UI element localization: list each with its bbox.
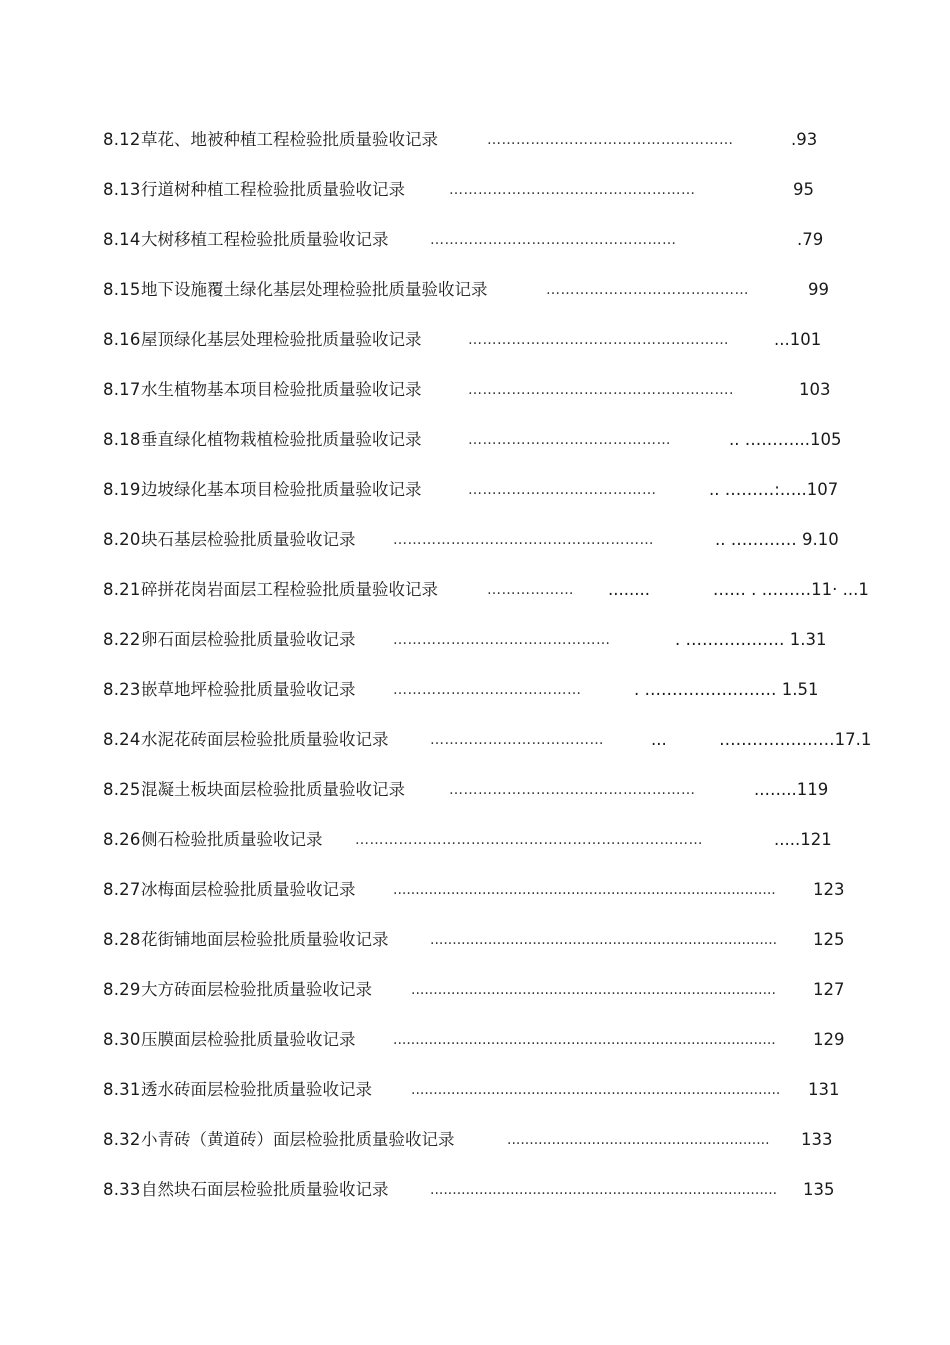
toc-entry-title: 小青砖（黄道砖）面层检验批质量验收记录 bbox=[141, 1130, 455, 1149]
toc-entry[interactable] bbox=[103, 226, 873, 276]
toc-entry-leader: ................................................................................... bbox=[411, 1082, 781, 1098]
toc-entry-number: 8.25 bbox=[103, 780, 141, 799]
toc-entry-leader: ........................................................... bbox=[507, 1132, 770, 1148]
toc-entry-number: 8.15 bbox=[103, 280, 141, 299]
toc-entry-number: 8.26 bbox=[103, 830, 141, 849]
toc-entry-page: ...101 bbox=[774, 330, 822, 349]
toc-entry-page: . …………………… 1.51 bbox=[634, 680, 819, 699]
toc-entry[interactable] bbox=[103, 726, 873, 776]
toc-entry-number: 8.29 bbox=[103, 980, 141, 999]
toc-entry-leader: …………………………………… bbox=[546, 282, 749, 298]
toc-entry-title: 混凝土板块面层检验批质量验收记录 bbox=[141, 780, 405, 799]
toc-entry-title: 草花、地被种植工程检验批质量验收记录 bbox=[141, 130, 438, 149]
toc-entry[interactable] bbox=[103, 976, 873, 1026]
toc-entry-leader: .................................................................................. bbox=[411, 982, 776, 998]
toc-entry-number: 8.21 bbox=[103, 580, 141, 599]
toc-entry[interactable] bbox=[103, 526, 873, 576]
toc-entry-number: 8.28 bbox=[103, 930, 141, 949]
toc-entry[interactable] bbox=[103, 1176, 873, 1226]
toc-entry-title: 嵌草地坪检验批质量验收记录 bbox=[141, 680, 356, 699]
toc-entry-page: 129 bbox=[813, 1030, 845, 1049]
toc-entry-title: 行道树种植工程检验批质量验收记录 bbox=[141, 180, 405, 199]
toc-entry-leader: ………………………………………………. bbox=[468, 382, 734, 398]
toc-entry-page: .....121 bbox=[774, 830, 832, 849]
toc-entry-title: 冰梅面层检验批质量验收记录 bbox=[141, 880, 356, 899]
toc-entry-title: 垂直绿化植物栽植检验批质量验收记录 bbox=[141, 430, 422, 449]
toc-entry-number: 8.17 bbox=[103, 380, 141, 399]
toc-entry-leader: …………………………………………… bbox=[449, 182, 696, 198]
toc-entry-title: 卵石面层检验批质量验收记录 bbox=[141, 630, 356, 649]
toc-entry-title: 侧石检验批质量验收记录 bbox=[141, 830, 323, 849]
toc-entry-page: .79 bbox=[797, 230, 824, 249]
toc-entry-leader: …………………………………………… bbox=[449, 782, 696, 798]
toc-entry-title: 花街铺地面层检验批质量验收记录 bbox=[141, 930, 389, 949]
toc-entry-page: 133 bbox=[801, 1130, 833, 1149]
toc-entry-title: 压膜面层检验批质量验收记录 bbox=[141, 1030, 356, 1049]
toc-entry[interactable] bbox=[103, 1126, 873, 1176]
toc-entry-title: 水泥花砖面层检验批质量验收记录 bbox=[141, 730, 389, 749]
toc-entry-title: 屋顶绿化基层处理检验批质量验收记录 bbox=[141, 330, 422, 349]
toc-entry-page: ... …………………17.1 bbox=[651, 730, 872, 749]
toc-entry-page: 95 bbox=[793, 180, 814, 199]
table-of-contents bbox=[103, 126, 873, 1226]
toc-entry-number: 8.20 bbox=[103, 530, 141, 549]
toc-entry-title: 水生植物基本项目检验批质量验收记录 bbox=[141, 380, 422, 399]
toc-entry-leader: ………………………………… bbox=[468, 482, 657, 498]
toc-entry[interactable] bbox=[103, 676, 873, 726]
toc-entry-page: .. ………...105 bbox=[729, 430, 842, 449]
toc-entry-leader: …………………………………………… bbox=[487, 132, 734, 148]
toc-entry-page: .. ………:…..107 bbox=[709, 480, 839, 499]
toc-entry-title: 边坡绿化基本项目检验批质量验收记录 bbox=[141, 480, 422, 499]
toc-entry-leader: ……………………………………… bbox=[393, 632, 611, 648]
toc-entry-number: 8.18 bbox=[103, 430, 141, 449]
toc-entry-page: .93 bbox=[791, 130, 818, 149]
toc-entry[interactable] bbox=[103, 426, 873, 476]
toc-entry[interactable] bbox=[103, 1076, 873, 1126]
toc-entry-page: 127 bbox=[813, 980, 845, 999]
toc-entry-title: 块石基层检验批质量验收记录 bbox=[141, 530, 356, 549]
toc-entry-number: 8.14 bbox=[103, 230, 141, 249]
toc-entry[interactable] bbox=[103, 126, 873, 176]
toc-entry-leader: .............................................................................. bbox=[430, 932, 778, 948]
toc-entry-title: 透水砖面层检验批质量验收记录 bbox=[141, 1080, 372, 1099]
toc-entry[interactable] bbox=[103, 776, 873, 826]
toc-entry-leader: ………………………………… bbox=[393, 682, 582, 698]
toc-entry-page: .. ………… 9.10 bbox=[715, 530, 839, 549]
toc-entry-number: 8.31 bbox=[103, 1080, 141, 1099]
toc-entry[interactable] bbox=[103, 826, 873, 876]
toc-entry-page: 135 bbox=[803, 1180, 835, 1199]
toc-entry-title: 碎拼花岗岩面层工程检验批质量验收记录 bbox=[141, 580, 438, 599]
toc-entry[interactable] bbox=[103, 576, 873, 626]
toc-entry-page: . ……………… 1.31 bbox=[675, 630, 827, 649]
toc-entry-leader: ...................................................................................... bbox=[393, 1032, 776, 1048]
toc-entry[interactable] bbox=[103, 626, 873, 676]
toc-entry-leader: ……………………………… bbox=[430, 732, 604, 748]
toc-entry-title: 自然块石面层检验批质量验收记录 bbox=[141, 1180, 389, 1199]
toc-entry-leader: …………………………………… bbox=[468, 432, 671, 448]
toc-entry-leader: ...................................................................................... bbox=[393, 882, 776, 898]
toc-entry-leader: .............................................................................. bbox=[430, 1182, 778, 1198]
toc-entry[interactable] bbox=[103, 376, 873, 426]
toc-entry-number: 8.16 bbox=[103, 330, 141, 349]
toc-entry-number: 8.19 bbox=[103, 480, 141, 499]
toc-entry[interactable] bbox=[103, 176, 873, 226]
toc-entry[interactable] bbox=[103, 276, 873, 326]
toc-entry[interactable] bbox=[103, 1026, 873, 1076]
toc-entry-number: 8.12 bbox=[103, 130, 141, 149]
toc-entry[interactable] bbox=[103, 326, 873, 376]
toc-entry-page: 123 bbox=[813, 880, 845, 899]
toc-entry-page: 131 bbox=[808, 1080, 840, 1099]
toc-entry-number: 8.23 bbox=[103, 680, 141, 699]
toc-entry-page: 125 bbox=[813, 930, 845, 949]
toc-entry-number: 8.13 bbox=[103, 180, 141, 199]
toc-entry-leader: …………………………………………… bbox=[430, 232, 677, 248]
toc-entry-page: 103 bbox=[799, 380, 831, 399]
toc-entry[interactable] bbox=[103, 476, 873, 526]
toc-entry[interactable] bbox=[103, 926, 873, 976]
toc-entry-leader: ……………………………………………… bbox=[393, 532, 654, 548]
toc-entry-number: 8.27 bbox=[103, 880, 141, 899]
toc-entry-number: 8.24 bbox=[103, 730, 141, 749]
toc-entry[interactable] bbox=[103, 876, 873, 926]
toc-entry-number: 8.33 bbox=[103, 1180, 141, 1199]
toc-entry-title: 地下设施覆土绿化基层处理检验批质量验收记录 bbox=[141, 280, 488, 299]
toc-entry-leader: ……………………………………………… bbox=[468, 332, 729, 348]
toc-entry-number: 8.22 bbox=[103, 630, 141, 649]
toc-entry-page: 99 bbox=[808, 280, 829, 299]
toc-entry-page: ........ …… . ………11· ...1 bbox=[608, 580, 869, 599]
toc-entry-number: 8.30 bbox=[103, 1030, 141, 1049]
toc-entry-leader: ……………………………………………………………… bbox=[355, 832, 703, 848]
toc-entry-page: ..…...119 bbox=[754, 780, 829, 799]
toc-entry-title: 大方砖面层检验批质量验收记录 bbox=[141, 980, 372, 999]
toc-entry-title: 大树移植工程检验批质量验收记录 bbox=[141, 230, 389, 249]
toc-entry-number: 8.32 bbox=[103, 1130, 141, 1149]
toc-entry-leader: ……………… bbox=[487, 582, 574, 598]
